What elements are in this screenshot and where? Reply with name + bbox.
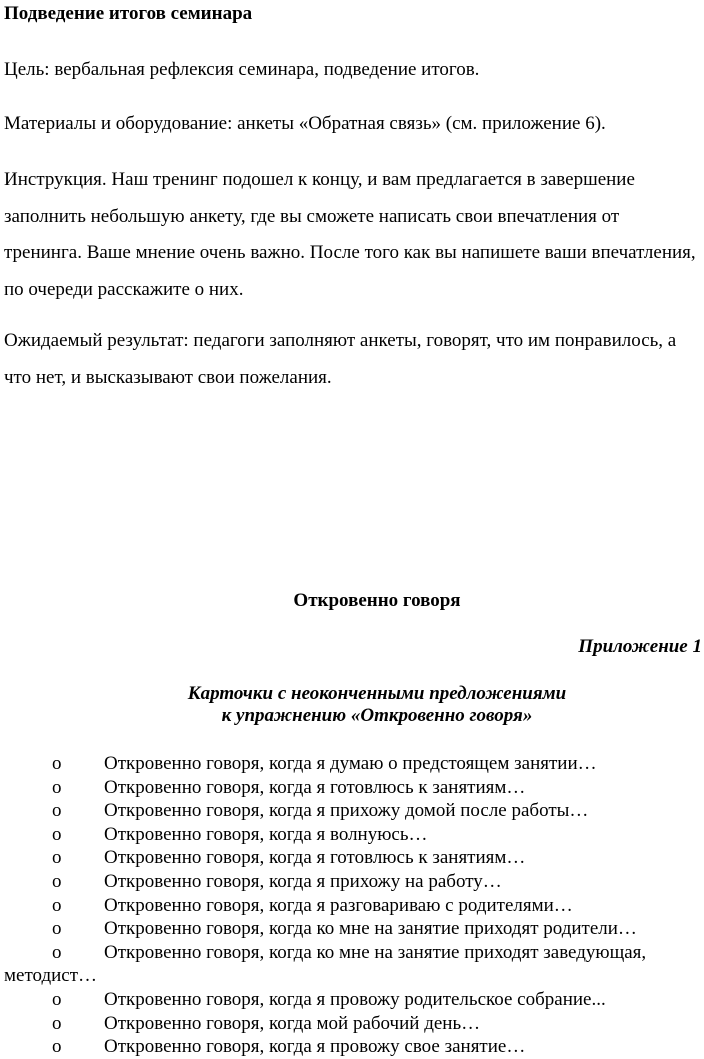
list-item xyxy=(0,988,704,1012)
cards-subtitle xyxy=(0,683,704,727)
list-item-text: Откровенно говоря, когда я готовлюсь к занятиям… xyxy=(104,776,526,798)
bullet-marker: o xyxy=(52,776,62,798)
list-item xyxy=(0,776,704,800)
list-item-text: Откровенно говоря, когда ко мне на занятие приходят заведующая, методист… xyxy=(4,941,647,987)
bullet-marker: o xyxy=(52,847,62,869)
list-item-text: Откровенно говоря, когда я разговариваю с родителями… xyxy=(104,894,573,916)
list-item xyxy=(0,752,704,776)
list-item-text: Откровенно говоря, когда я готовлюсь к занятиям… xyxy=(104,847,526,869)
list-item-text: Откровенно говоря, когда я провожу свое занятие… xyxy=(104,1036,526,1058)
subtitle-line-1: Карточки с неоконченными предложениями xyxy=(187,683,567,704)
bullet-marker: o xyxy=(52,988,62,1010)
bullet-marker: o xyxy=(52,894,62,916)
list-item xyxy=(0,870,704,894)
appendix-label: Приложение 1 xyxy=(578,636,702,657)
list-item xyxy=(0,846,704,870)
list-item xyxy=(0,1035,704,1059)
bullet-marker: o xyxy=(52,800,62,822)
sentence-list xyxy=(0,752,704,1059)
list-item xyxy=(0,894,704,918)
bullet-marker: o xyxy=(52,1012,62,1034)
materials-paragraph: Материалы и оборудование: анкеты «Обратная связь» (см. приложение 6). xyxy=(4,113,606,134)
list-item xyxy=(0,941,704,988)
list-item-text: Откровенно говоря, когда ко мне на занятие приходят родители… xyxy=(104,918,637,940)
goal-paragraph: Цель: вербальная рефлексия семинара, подведение итогов. xyxy=(4,59,480,80)
list-item-text: Откровенно говоря, когда я волнуюсь… xyxy=(104,823,428,845)
list-item xyxy=(0,917,704,941)
bullet-marker: o xyxy=(52,870,62,892)
instruction-paragraph: Инструкция. Наш тренинг подошел к концу, и вам предлагается в завершение заполнить небольшую анкету, где вы сможете написать свои впечатления от тренинга. Ваше мнение очень важно. После того как вы напишете ваши впечатления, по очереди расскажите о них. xyxy=(4,169,696,300)
bullet-marker: o xyxy=(52,753,62,774)
list-item xyxy=(0,1012,704,1036)
list-item xyxy=(0,823,704,847)
bullet-marker: o xyxy=(52,823,62,845)
section-title: Подведение итогов семинара xyxy=(4,3,253,24)
list-item-text: Откровенно говоря, когда я думаю о предстоящем занятии… xyxy=(104,753,597,774)
list-item-text: Откровенно говоря, когда мой рабочий день… xyxy=(104,1012,481,1034)
list-item xyxy=(0,799,704,823)
exercise-title: Откровенно говоря xyxy=(293,590,461,611)
result-paragraph: Ожидаемый результат: педагоги заполняют анкеты, говорят, что им понравилось, а что нет, и высказывают свои пожелания. xyxy=(4,330,677,388)
bullet-marker: o xyxy=(52,941,62,963)
list-item-text: Откровенно говоря, когда я прихожу на работу… xyxy=(104,870,502,892)
subtitle-line-2: к упражнению «Откровенно говоря» xyxy=(221,705,533,726)
bullet-marker: o xyxy=(52,1036,62,1058)
list-item-text: Откровенно говоря, когда я прихожу домой после работы… xyxy=(104,800,589,822)
bullet-marker: o xyxy=(52,918,62,940)
list-item-text: Откровенно говоря, когда я провожу родительское собрание... xyxy=(104,988,606,1010)
